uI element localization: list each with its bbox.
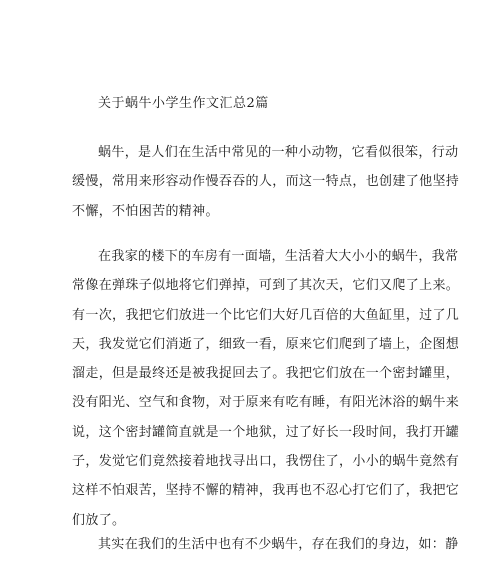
paragraph-line: 天，我发觉它们消逝了，细致一看，原来它们爬到了墙上，企图想 bbox=[72, 336, 460, 352]
document-title: 关于蜗牛小学生作文汇总2篇 bbox=[98, 96, 269, 111]
paragraph-3 bbox=[72, 530, 459, 559]
paragraph-line: 其实在我们的生活中也有不少蜗牛，存在我们的身边，如：静 bbox=[98, 537, 459, 552]
paragraph-2 bbox=[72, 242, 460, 535]
paragraph-line: 子，发觉它们竟然接着地找寻出口，我愣住了，小小的蜗牛竟然有 bbox=[72, 454, 460, 470]
paragraph-line: 不懈，不怕困苦的精神。 bbox=[72, 203, 219, 219]
paragraph-line: 缓慢，常用来形容动作慢吞吞的人，而这一特点，也创建了他坚持 bbox=[72, 174, 460, 190]
paragraph-line: 蜗牛，是人们在生活中常见的一种小动物，它看似很笨，行动 bbox=[98, 145, 459, 160]
paragraph-line: 说，这个密封罐简直就是一个地狱，过了好长一段时间，我打开罐 bbox=[72, 424, 460, 440]
paragraph-line: 溜走，但是最终还是被我捉回去了。我把它们放在一个密封罐里， bbox=[72, 366, 460, 382]
paragraph-line: 在我家的楼下的车房有一面墙，生活着大大小小的蜗牛，我常 bbox=[98, 249, 459, 264]
paragraph-line: 们放了。 bbox=[72, 512, 126, 528]
paragraph-line: 有一次，我把它们放进一个比它们大好几百倍的大鱼缸里，过了几 bbox=[72, 307, 460, 323]
paragraph-1 bbox=[72, 138, 460, 226]
paragraph-line: 这样不怕艰苦，坚持不懈的精神，我再也不忍心打它们了，我把它 bbox=[72, 483, 460, 499]
paragraph-line: 没有阳光、空气和食物，对于原来有吃有睡，有阳光沐浴的蜗牛来 bbox=[72, 395, 460, 411]
paragraph-line: 常像在弹珠子似地将它们弹掉，可到了其次天，它们又爬了上来。 bbox=[72, 278, 460, 294]
